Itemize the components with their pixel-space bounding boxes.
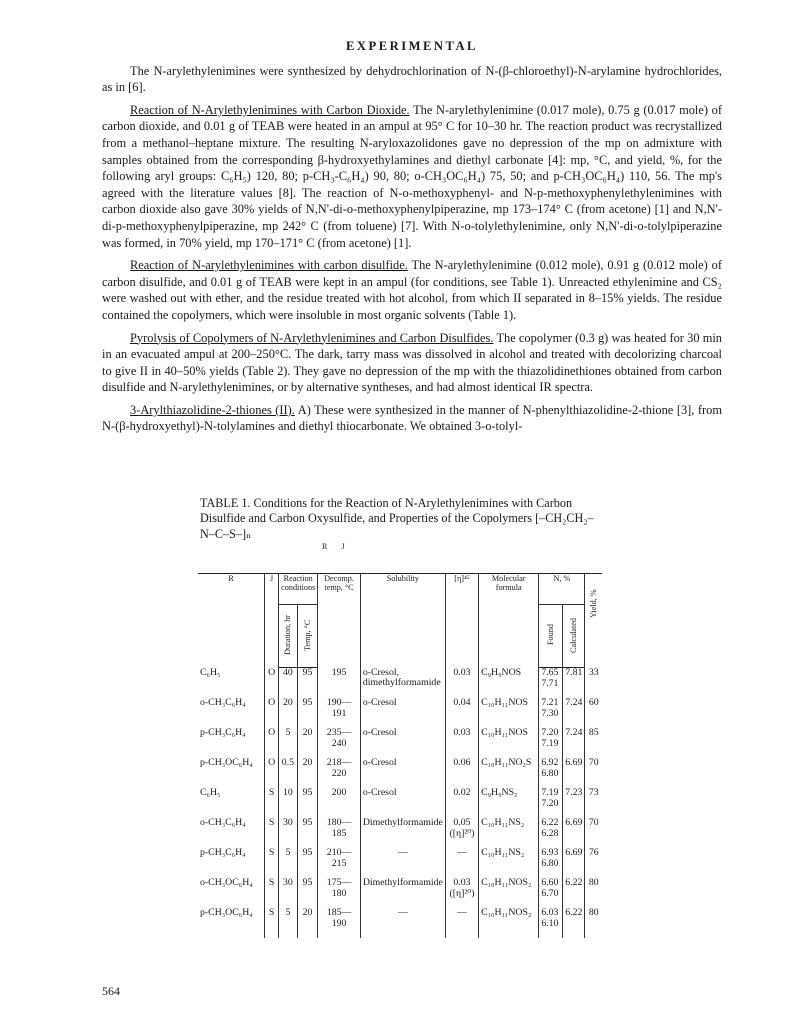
cell-eta: 0.03 ([η]²⁰)	[445, 878, 478, 908]
cell-yield: 80	[585, 878, 602, 908]
cell-eta: 0.05 ([η]²⁰)	[445, 818, 478, 848]
cell-solubility: —	[360, 908, 445, 938]
cell-found: 6.03 6.10	[539, 908, 563, 938]
cell-found: 7.19 7.20	[539, 788, 563, 818]
col-found: Found	[546, 624, 556, 646]
cell-solubility: o-Cresol	[360, 698, 445, 728]
cell-temp: 20	[297, 728, 318, 758]
cell-found: 6.60 6.70	[539, 878, 563, 908]
page-number: 564	[102, 984, 120, 998]
cell-formula: C₁₀H₁₁NOS₂	[479, 878, 539, 908]
cell-calculated: 7.81	[563, 668, 585, 699]
table-row	[198, 848, 602, 878]
article-body	[102, 38, 722, 441]
cell-solubility: Dimethylformamide	[360, 818, 445, 848]
subheading-thiazolidine: 3-Arylthiazolidine-2-thiones (II).	[130, 402, 295, 417]
table-caption-formula-sub: R J	[322, 542, 351, 552]
cell-eta: 0.04	[445, 698, 478, 728]
table-row	[198, 908, 602, 938]
cell-j: O	[265, 728, 279, 758]
cell-calculated: 6.22	[563, 908, 585, 938]
cell-decomp: 218—220	[318, 758, 361, 788]
col-n: N, %	[539, 574, 585, 605]
cell-decomp: 195	[318, 668, 361, 699]
cell-j: S	[265, 908, 279, 938]
cell-found: 6.92 6.80	[539, 758, 563, 788]
cell-temp: 95	[297, 698, 318, 728]
cell-r: o-CH₃C₆H₄	[200, 817, 246, 828]
col-duration: Duration, hr	[283, 614, 293, 656]
paragraph-co2	[102, 102, 722, 251]
cell-found: 7.65 7.71	[539, 668, 563, 699]
cell-found: 6.93 6.80	[539, 848, 563, 878]
cell-decomp: 190—191	[318, 698, 361, 728]
cell-formula: C₁₀H₁₁NS₂	[479, 818, 539, 848]
subheading-cs2: Reaction of N-arylethylenimines with carbon disulfide.	[130, 258, 408, 273]
paragraph-thiazolidine-body: A) These were synthesized in the manner of N-phenylthiazolidine-2-thione [3], from N-(β-hydroxyethyl)-N-tolylamines and diethyl thiocarbonate. We obtained 3-o-tolyl-	[102, 402, 722, 434]
cell-decomp: 235—240	[318, 728, 361, 758]
cell-calculated: 6.69	[563, 848, 585, 878]
cell-temp: 95	[297, 818, 318, 848]
cell-yield: 76	[585, 848, 602, 878]
cell-formula: C₁₀H₁₁NS₂	[479, 848, 539, 878]
col-decomp: Decomp. temp, °C	[318, 574, 361, 668]
cell-temp: 95	[297, 668, 318, 699]
table-row	[198, 758, 602, 788]
col-solubility: Solubility	[360, 574, 445, 668]
cell-r: p-CH₃OC₆H₄	[200, 907, 253, 918]
cell-temp: 95	[297, 848, 318, 878]
col-formula: Molecular formula	[479, 574, 539, 668]
cell-decomp: 175—180	[318, 878, 361, 908]
cell-eta: —	[445, 848, 478, 878]
cell-formula: C₉H₉NOS	[479, 668, 539, 699]
cell-j: O	[265, 668, 279, 699]
cell-formula: C₁₀H₁₁NOS	[479, 728, 539, 758]
cell-j: S	[265, 788, 279, 818]
cell-duration: 30	[279, 878, 298, 908]
cell-solubility: o-Cresol	[360, 758, 445, 788]
cell-r: p-CH₃C₆H₄	[200, 847, 246, 858]
section-heading: EXPERIMENTAL	[346, 39, 478, 53]
table-row	[198, 728, 602, 758]
cell-solubility: o-Cresol	[360, 788, 445, 818]
cell-temp: 95	[297, 878, 318, 908]
cell-duration: 5	[279, 908, 298, 938]
paragraph-co2-body: The N-arylethylenimine (0.017 mole), 0.75 g (0.017 mole) of carbon dioxide, and 0.01 g of TEAB were heated in an ampul at 95° C for 10–30 hr. The reaction product was recrystallized from a methanol–heptane mixture. The resulting N-aryloxazolidones gave no depression of the mp on admixture with samples obtained from the corresponding β-hydroxyethylamines and diethyl carbonate [4]: mp, °C, and yield, %, for the following aryl groups: C₆H₅) 120, 80; p-CH₃-C₆H₄) 90, 80; o-CH₃OC₆H₄) 75, 50; and p-CH₃OC₆H₄) 110, 56. The mp's agreed with the literature values [8]. The reaction of N-o-methoxyphenyl- and N-p-methoxyphenylethylenimines with carbon dioxide also gave 30% yields of N,N'-di-o-methoxyphenylpiperazine, mp 173–174° C (from acetone) [1] and N,N'-di-p-methoxyphenylpiperazine, mp 242° C (from toluene) [7]. With N-o-tolylethylenimine, only N,N'-di-o-tolylpiperazine was formed, in 70% yield, mp 170–171° C (from acetone) [1].	[102, 102, 722, 250]
cell-j: O	[265, 758, 279, 788]
cell-yield: 70	[585, 758, 602, 788]
cell-yield: 70	[585, 818, 602, 848]
cell-r: C₆H₅	[200, 666, 221, 678]
col-r: R	[198, 574, 265, 668]
cell-calculated: 6.22	[563, 878, 585, 908]
cell-temp: 20	[297, 758, 318, 788]
cell-r: o-CH₃C₆H₄	[200, 697, 246, 708]
cell-duration: 5	[279, 728, 298, 758]
table-row	[198, 878, 602, 908]
cell-calculated: 7.23	[563, 788, 585, 818]
cell-j: S	[265, 818, 279, 848]
table-caption: TABLE 1. Conditions for the Reaction of N-Arylethylenimines with Carbon Disulfide and Carbon Oxysulfide, and Properties of the Copolymers [–CH₂CH₂–N–C–S–]ₙ	[200, 496, 594, 541]
cell-decomp: 180—185	[318, 818, 361, 848]
col-calculated: Calculated	[569, 617, 579, 653]
cell-yield: 80	[585, 908, 602, 938]
cell-eta: 0.06	[445, 758, 478, 788]
cell-solubility: —	[360, 848, 445, 878]
cell-found: 7.20 7.19	[539, 728, 563, 758]
cell-calculated: 7.24	[563, 698, 585, 728]
cell-duration: 20	[279, 698, 298, 728]
subheading-pyrolysis: Pyrolysis of Copolymers of N-Arylethylenimines and Carbon Disulfides.	[130, 330, 494, 345]
col-conditions: Reaction conditions	[279, 574, 318, 605]
table-caption-block	[200, 496, 600, 552]
col-j: J	[265, 574, 279, 668]
cell-r: p-CH₃OC₆H₄	[200, 757, 253, 768]
cell-eta: 0.03	[445, 728, 478, 758]
cell-formula: C₁₀H₁₁NOS₂	[479, 908, 539, 938]
cell-yield: 60	[585, 698, 602, 728]
cell-yield: 73	[585, 788, 602, 818]
cell-duration: 40	[279, 668, 298, 699]
cell-formula: C₁₀H₁₁NOS	[479, 698, 539, 728]
cell-duration: 0.5	[279, 758, 298, 788]
cell-j: S	[265, 848, 279, 878]
cell-temp: 95	[297, 788, 318, 818]
cell-found: 7.21 7.30	[539, 698, 563, 728]
cell-calculated: 6.69	[563, 758, 585, 788]
cell-solubility: o-Cresol, dimethylformamide	[360, 668, 445, 699]
col-yield: Yield, %	[589, 589, 599, 619]
cell-r: o-CH₃OC₆H₄	[200, 877, 253, 888]
paragraph-pyrolysis-body: The copolymer (0.3 g) was heated for 30 min in an evacuated ampul at 200–250°C. The dark, tarry mass was dissolved in alcohol and treated with decolorizing charcoal to give II in 40–50% yields (Table 2). They gave no depression of the mp with the thiazolidinethiones obtained from carbon disulfide and N-arylethylenimines, or by alternative syntheses, and had almost identical IR spectra.	[102, 330, 722, 395]
cell-yield: 33	[585, 668, 602, 699]
cell-formula: C₁₀H₁₁NO₂S	[479, 758, 539, 788]
cell-decomp: 185—190	[318, 908, 361, 938]
cell-r: p-CH₃C₆H₄	[200, 727, 246, 738]
col-temp: Temp, °C	[302, 619, 312, 651]
table-1	[198, 573, 602, 938]
cell-calculated: 6.69	[563, 818, 585, 848]
cell-calculated: 7.24	[563, 728, 585, 758]
cell-found: 6.22 6.28	[539, 818, 563, 848]
cell-duration: 10	[279, 788, 298, 818]
cell-eta: 0.02	[445, 788, 478, 818]
cell-decomp: 200	[318, 788, 361, 818]
cell-temp: 20	[297, 908, 318, 938]
table-row	[198, 668, 602, 699]
paragraph-cs2-body: The N-arylethylenimine (0.012 mole), 0.91 g (0.012 mole) of carbon disulfide, and 0.01 g of TEAB were kept in an ampul (for conditions, see Table 1). Unreacted ethylenimine and CS₂ were washed out with ether, and the residue treated with hot alcohol, from which II separated in 8–15% yields. The residue contained the copolymers, which were insoluble in most organic solvents (Table 1).	[102, 258, 722, 322]
cell-r: C₆H₅	[200, 787, 221, 798]
cell-duration: 30	[279, 818, 298, 848]
cell-eta: —	[445, 908, 478, 938]
paragraph-cs2	[102, 257, 722, 323]
cell-duration: 5	[279, 848, 298, 878]
table-row	[198, 698, 602, 728]
cell-j: S	[265, 878, 279, 908]
paragraph-pyrolysis	[102, 330, 722, 396]
cell-yield: 85	[585, 728, 602, 758]
paragraph-thiazolidine	[102, 402, 722, 435]
cell-solubility: Dimethylformamide	[360, 878, 445, 908]
cell-j: O	[265, 698, 279, 728]
table-row	[198, 788, 602, 818]
cell-formula: C₉H₉NS₂	[479, 788, 539, 818]
table-row	[198, 818, 602, 848]
subheading-co2: Reaction of N-Arylethylenimines with Carbon Dioxide.	[130, 102, 410, 117]
paragraph-intro: The N-arylethylenimines were synthesized by dehydrochlorination of N-(β-chloroethyl)-N-arylamine hydrochlorides, as in [6].	[102, 63, 722, 95]
cell-decomp: 210—215	[318, 848, 361, 878]
col-eta: [η]⁴⁵	[445, 574, 478, 668]
cell-eta: 0.03	[445, 668, 478, 699]
cell-solubility: o-Cresol	[360, 728, 445, 758]
